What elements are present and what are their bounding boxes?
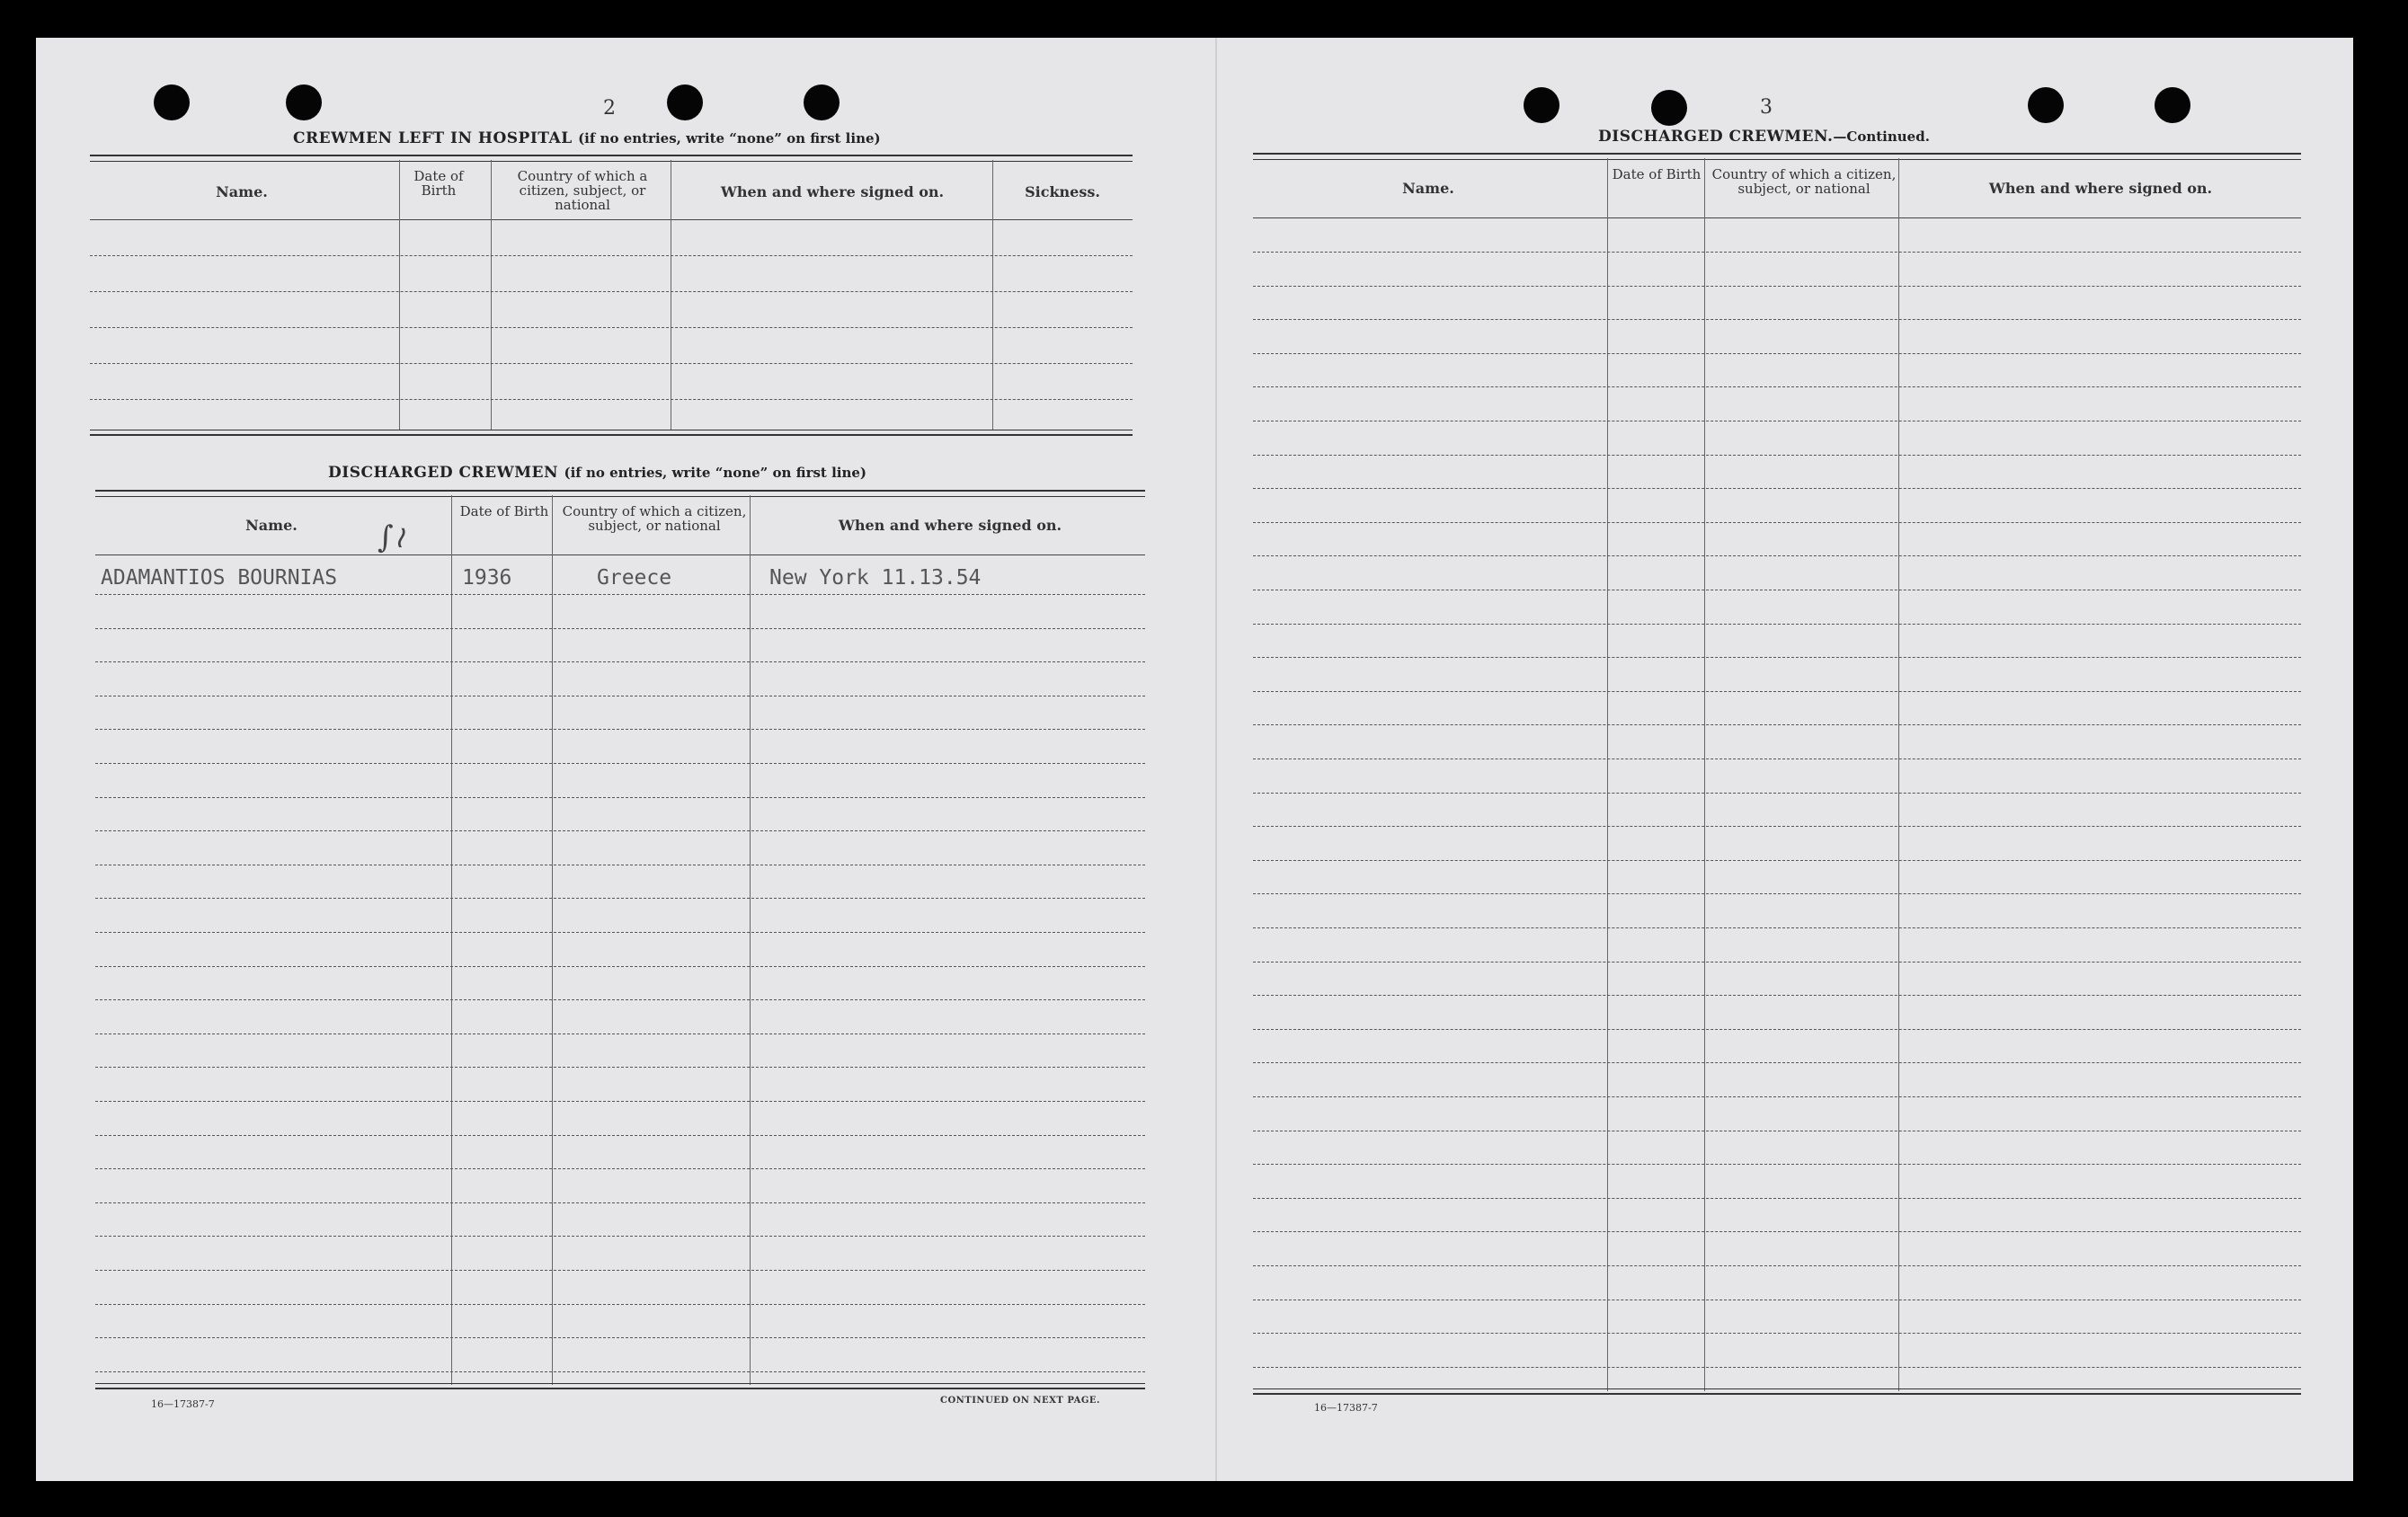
table-row	[95, 999, 1145, 1000]
table-row	[1253, 657, 2301, 658]
entry-signed: New York 11.13.54	[769, 566, 982, 590]
table-row	[1253, 826, 2301, 827]
table-row	[95, 932, 1145, 933]
table-row	[1253, 1231, 2301, 1232]
hospital-table	[90, 155, 1133, 440]
discharged-continued-title	[1598, 128, 1930, 146]
column-divider	[399, 160, 400, 430]
table-row	[1253, 893, 2301, 894]
page-number-right: 3	[1760, 96, 1773, 119]
table-row	[1253, 319, 2301, 320]
header-divider	[1253, 217, 2301, 218]
handwritten-mark: ∫≀	[378, 519, 405, 555]
table-bottom-rule	[1253, 1388, 2301, 1395]
table-bottom-rule	[95, 1383, 1145, 1389]
hospital-section-title	[293, 129, 881, 147]
entry-dob: 1936	[462, 566, 512, 590]
discharged-title-note: (if no entries, write “none” on first line)	[564, 465, 867, 481]
table-row	[95, 1270, 1145, 1271]
table-row	[1253, 1367, 2301, 1368]
table-row	[1253, 793, 2301, 794]
table-row	[95, 729, 1145, 730]
table-row	[90, 255, 1133, 256]
table-row	[95, 763, 1145, 764]
table-row	[95, 1304, 1145, 1305]
header-signed: When and where signed on.	[720, 183, 945, 200]
table-row	[1253, 286, 2301, 287]
form-code-right: 16—17387-7	[1314, 1402, 1378, 1414]
hospital-title-text: CREWMEN LEFT IN HOSPITAL	[293, 129, 573, 147]
table-row	[1253, 1029, 2301, 1030]
table-row	[95, 797, 1145, 798]
form-code-left: 16—17387-7	[151, 1398, 215, 1410]
table-row	[1253, 353, 2301, 354]
table-top-rule	[95, 490, 1145, 497]
entry-name: ADAMANTIOS BOURNIAS	[101, 566, 338, 590]
discharged-title-text: DISCHARGED CREWMEN	[328, 464, 559, 482]
table-row	[1253, 927, 2301, 928]
entry-country: Greece	[597, 566, 672, 590]
table-row	[1253, 522, 2301, 523]
table-row	[1253, 962, 2301, 963]
punch-hole	[667, 84, 703, 120]
table-row	[1253, 1265, 2301, 1266]
center-fold	[1215, 38, 1217, 1481]
punch-hole	[2155, 87, 2190, 123]
punch-hole	[2028, 87, 2064, 123]
table-row	[95, 1101, 1145, 1102]
discharged-section-title	[328, 464, 866, 482]
table-bottom-rule	[90, 430, 1133, 436]
table-row	[1253, 724, 2301, 725]
header-dob: Date of Birth	[413, 168, 464, 199]
table-row	[90, 363, 1133, 364]
discharged-table-right	[1253, 153, 2301, 1397]
table-row	[95, 1236, 1145, 1237]
table-row	[1253, 758, 2301, 759]
header-name: Name.	[216, 183, 268, 200]
table-row	[95, 1337, 1145, 1338]
table-row	[1253, 860, 2301, 861]
header-divider	[90, 219, 1133, 220]
table-row	[90, 399, 1133, 400]
table-row	[1253, 1164, 2301, 1165]
header-country: Country of which a citizen, subject, or national	[517, 168, 648, 213]
table-row	[1253, 252, 2301, 253]
column-divider	[1607, 158, 1608, 1391]
table-row	[1253, 455, 2301, 456]
page-number-left: 2	[603, 97, 616, 120]
discharged-table-left	[95, 490, 1145, 1393]
header-country: Country of which a citizen, subject, or national	[1711, 166, 1897, 197]
table-top-rule	[1253, 153, 2301, 160]
table-row	[1253, 555, 2301, 556]
header-signed: When and where signed on.	[838, 517, 1062, 534]
table-row	[90, 327, 1133, 328]
punch-hole	[1524, 87, 1559, 123]
table-row	[95, 594, 1145, 595]
header-signed: When and where signed on.	[1988, 180, 2213, 197]
header-sickness: Sickness.	[1025, 183, 1100, 200]
column-divider	[491, 160, 492, 430]
table-row	[95, 830, 1145, 831]
table-top-rule	[90, 155, 1133, 162]
header-country: Country of which a citizen, subject, or national	[562, 503, 747, 534]
continued-title-suffix: —Continued.	[1833, 129, 1930, 145]
table-row	[1253, 1198, 2301, 1199]
punch-hole	[1651, 90, 1687, 126]
table-row	[95, 1202, 1145, 1203]
table-row	[90, 291, 1133, 292]
table-row	[1253, 1333, 2301, 1334]
header-name: Name.	[1402, 180, 1454, 197]
continued-note: CONTINUED ON NEXT PAGE.	[940, 1396, 1101, 1406]
column-divider	[992, 160, 993, 430]
header-dob: Date of Birth	[459, 503, 549, 519]
table-row	[1253, 1096, 2301, 1097]
punch-hole	[154, 84, 190, 120]
header-divider	[95, 554, 1145, 555]
table-row	[95, 898, 1145, 899]
column-divider	[1898, 158, 1899, 1391]
table-row	[95, 661, 1145, 662]
table-row	[1253, 995, 2301, 996]
continued-title-text: DISCHARGED CREWMEN.	[1598, 128, 1834, 146]
table-row	[1253, 1062, 2301, 1063]
table-row	[95, 1135, 1145, 1136]
table-row	[1253, 691, 2301, 692]
table-row	[95, 628, 1145, 629]
punch-hole	[804, 84, 840, 120]
hospital-title-note: (if no entries, write “none” on first line)	[578, 130, 881, 146]
column-divider	[1704, 158, 1705, 1391]
table-row	[95, 1067, 1145, 1068]
table-row	[1253, 386, 2301, 387]
table-row	[1253, 624, 2301, 625]
table-row	[95, 966, 1145, 967]
punch-hole	[286, 84, 322, 120]
header-dob: Date of Birth	[1612, 166, 1702, 182]
table-row	[95, 1371, 1145, 1372]
header-name: Name.	[245, 517, 298, 534]
table-row	[95, 1168, 1145, 1169]
table-row	[1253, 488, 2301, 489]
